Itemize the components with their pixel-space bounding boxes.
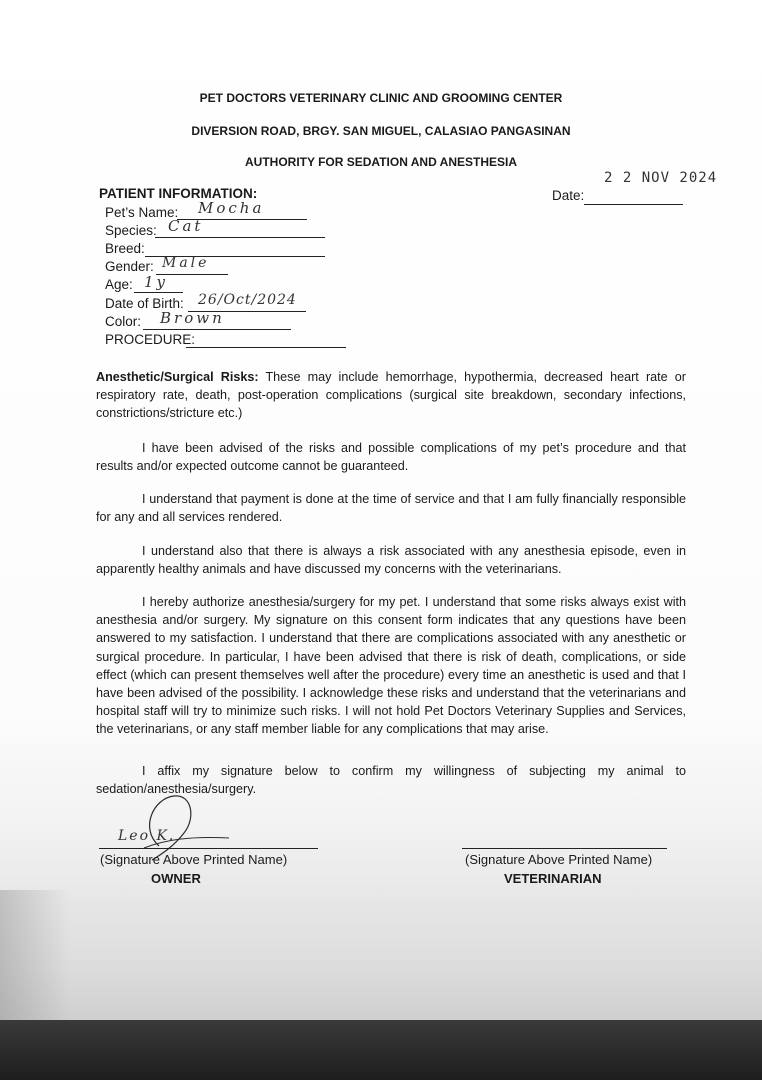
- paragraph-payment: I understand that payment is done at the time of service and that I am fully financially responsible for any and all services rendered.: [96, 492, 686, 525]
- dob-label: Date of Birth:: [105, 296, 184, 311]
- age-value: 1y: [144, 273, 169, 291]
- scan-background: [0, 1020, 762, 1080]
- vet-role: VETERINARIAN: [504, 871, 602, 886]
- gender-label: Gender:: [105, 259, 154, 274]
- age-label: Age:: [105, 277, 133, 292]
- owner-signature-line: [99, 848, 318, 849]
- patient-info-heading: PATIENT INFORMATION:: [99, 186, 258, 201]
- owner-signature: Leo K.: [118, 828, 176, 844]
- species-label: Species:: [105, 223, 157, 238]
- date-line: [584, 204, 683, 205]
- color-line: [143, 329, 291, 330]
- gender-value: Male: [162, 255, 210, 271]
- paragraph-anesthesia-risk: I understand also that there is always a risk associated with any anesthesia episode, even in apparently healthy animals and have discussed my concerns with the veterinarians.: [96, 544, 686, 577]
- species-value: Cat: [168, 217, 204, 235]
- vet-caption: (Signature Above Printed Name): [465, 852, 653, 867]
- breed-label: Breed:: [105, 241, 145, 256]
- pet-name-value: Mocha: [198, 199, 265, 217]
- scan-shadow: [0, 890, 70, 1020]
- paragraph-advised: I have been advised of the risks and possible complications of my pet’s procedure and that results and/or expected outcome cannot be guaranteed.: [96, 441, 686, 474]
- date-stamp: 2 2 NOV 2024: [604, 170, 718, 186]
- color-value: Brown: [160, 309, 225, 327]
- color-label: Color:: [105, 314, 142, 329]
- pet-name-label: Pet’s Name:: [105, 205, 179, 220]
- clinic-name: PET DOCTORS VETERINARY CLINIC AND GROOMING CENTER: [199, 91, 563, 105]
- procedure-label: PROCEDURE:: [105, 332, 196, 347]
- age-line: [134, 292, 183, 293]
- procedure-line: [186, 347, 346, 348]
- paragraph-affix-signature: I affix my signature below to confirm my willingness of subjecting my animal to sedation/anesthesia/surgery.: [96, 764, 686, 797]
- risks-paragraph: [96, 368, 686, 423]
- owner-role: OWNER: [151, 871, 201, 886]
- owner-caption: (Signature Above Printed Name): [100, 852, 288, 867]
- risks-text: These may include hemorrhage, hypothermia, decreased heart rate or respiratory rate, death, post-operation complications (surgical site breakdown, secondary infections, constrictions/stricture etc.): [96, 370, 686, 421]
- form-title: AUTHORITY FOR SEDATION AND ANESTHESIA: [244, 155, 517, 169]
- paragraph-authorization: I hereby authorize anesthesia/surgery for my pet. I understand that some risks always exist with anesthesia and/or surgery. My signature on this consent form indicates that any questions have been answered to my satisfaction. I understand that there are complications associated with any anesthetic or surgical procedure. In particular, I have been advised that there is risk of death, complications, or side effect (which can present themselves well after the procedure) every time an anesthetic is used and that I have been advised of the possibility. I acknowledge these risks and understand that the veterinarians and hospital staff will try to minimize such risks. I will not hold Pet Doctors Veterinary Supplies and Services, the veterinarians, or any staff member liable for any complications that may arise.: [96, 595, 686, 737]
- clinic-address: DIVERSION ROAD, BRGY. SAN MIGUEL, CALASIAO PANGASINAN: [191, 124, 571, 138]
- dob-value: 26/Oct/2024: [198, 292, 297, 308]
- risks-heading: Anesthetic/Surgical Risks:: [96, 370, 259, 384]
- species-line: [155, 237, 325, 238]
- vet-signature-line: [462, 848, 667, 849]
- date-label: Date:: [552, 188, 585, 203]
